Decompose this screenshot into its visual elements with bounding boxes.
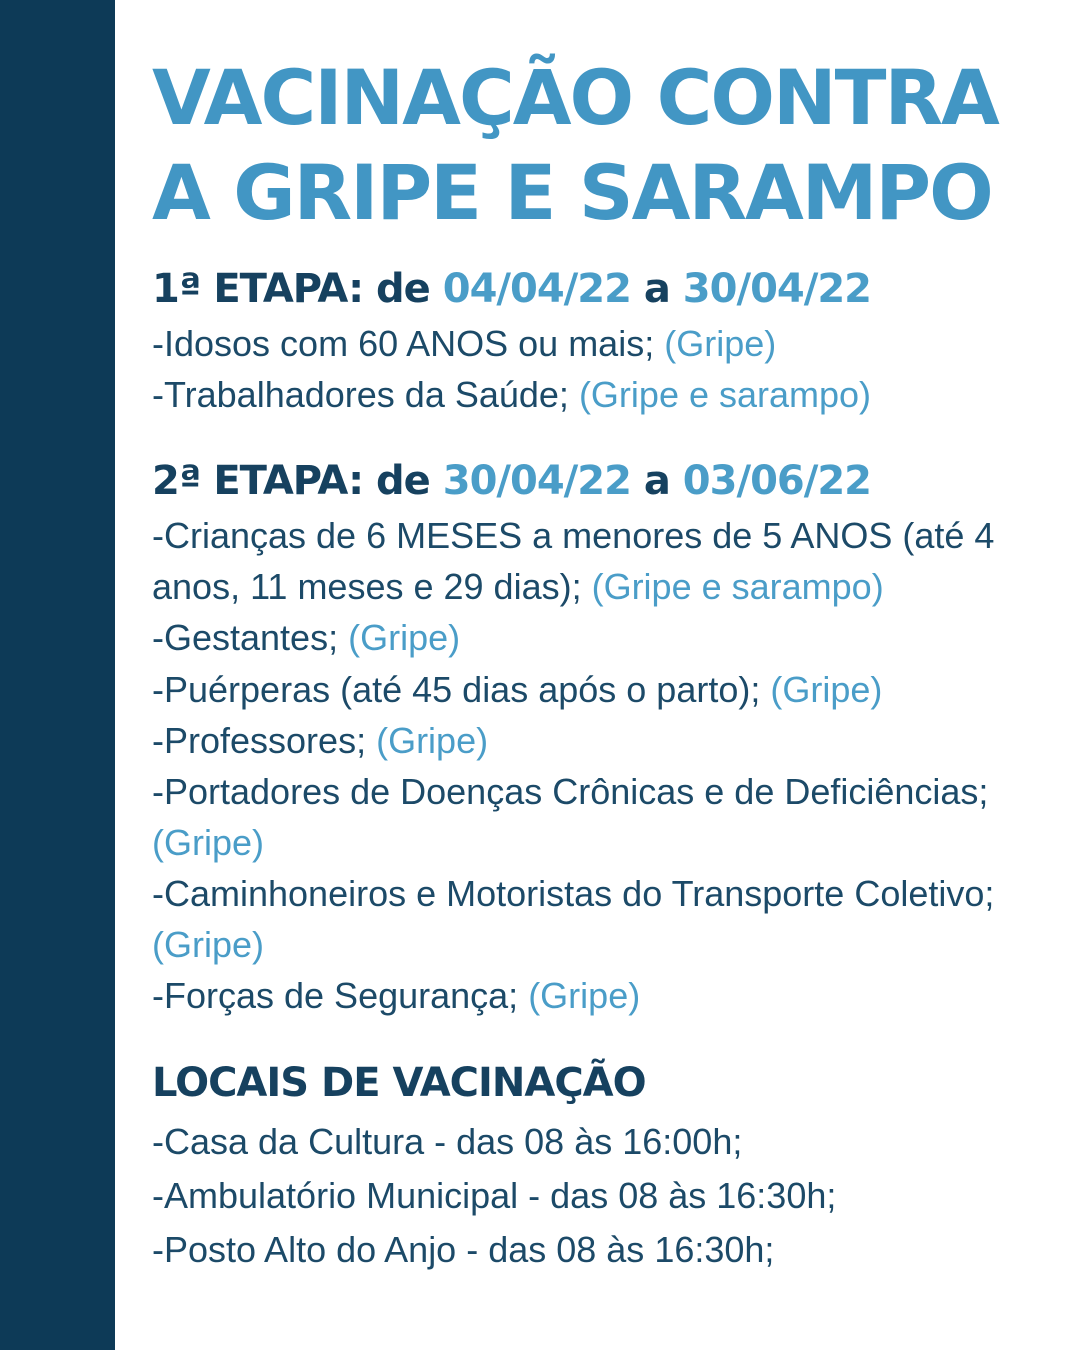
list-item: -Ambulatório Municipal - das 08 às 16:30h;	[152, 1175, 837, 1217]
list-item-text: -Idosos com 60 ANOS ou mais;	[152, 323, 655, 364]
list-item-note: (Gripe)	[366, 719, 489, 761]
list-item	[152, 369, 1044, 420]
list-item: -Casa da Cultura - das 08 às 16:00h;	[152, 1121, 743, 1163]
stage1-section	[152, 266, 1044, 420]
list-item-note: (Gripe)	[338, 617, 461, 659]
list-item	[152, 612, 1044, 663]
list-item	[152, 510, 1044, 612]
list-item	[152, 766, 1044, 868]
list-item-note: (Gripe e sarampo)	[568, 374, 872, 416]
page-title	[152, 50, 1044, 240]
stage1-end-date: 30/04/22	[682, 266, 872, 312]
stage2-start-date: 30/04/22	[442, 458, 631, 505]
list-item-note: (Gripe)	[518, 975, 641, 1017]
list-item-text: -Gestantes;	[152, 617, 339, 659]
stage1-heading-connector: a	[630, 266, 683, 312]
stage1-item-list	[152, 318, 1044, 420]
stage2-heading	[152, 458, 1044, 504]
stage2-item-list	[152, 510, 1044, 1021]
page-title-line2: A GRIPE E SARAMPO	[152, 148, 992, 237]
list-item-note: (Gripe e sarampo)	[581, 566, 884, 608]
stage2-end-date: 03/06/22	[682, 458, 872, 505]
list-item-text: -Caminhoneiros e Motoristas do Transporte Coletivo;	[152, 872, 995, 914]
list-item	[152, 868, 1044, 970]
list-item	[152, 664, 1044, 715]
list-item	[152, 318, 1044, 369]
locations-item-list	[152, 1115, 1044, 1277]
list-item-text: -Forças de Segurança;	[152, 975, 519, 1017]
stage2-heading-connector: a	[630, 458, 683, 505]
list-item	[152, 715, 1044, 766]
list-item-note: (Gripe)	[152, 821, 265, 863]
stage1-heading-prefix: 1ª ETAPA: de	[152, 266, 443, 312]
list-item-note: (Gripe)	[152, 924, 265, 966]
left-accent-bar	[0, 0, 115, 1350]
list-item: -Posto Alto do Anjo - das 08 às 16:30h;	[152, 1229, 775, 1271]
poster-content	[152, 50, 1044, 1315]
list-item-note: (Gripe)	[654, 323, 777, 364]
list-item-text: -Portadores de Doenças Crônicas e de Deficiências;	[152, 770, 989, 812]
list-item-note: (Gripe)	[760, 668, 883, 710]
page-title-line1: VACINAÇÃO CONTRA	[152, 53, 998, 142]
list-item-text: -Professores;	[152, 719, 367, 761]
list-item-text: -Crianças de 6 MESES a menores de 5 ANOS (até 4 anos, 11 meses e 29 dias);	[152, 515, 995, 608]
stage1-heading	[152, 266, 1044, 312]
stage1-start-date: 04/04/22	[442, 266, 631, 312]
list-item-text: -Trabalhadores da Saúde;	[152, 374, 569, 416]
locations-section	[152, 1059, 1044, 1277]
stage2-heading-prefix: 2ª ETAPA: de	[152, 458, 443, 505]
locations-heading: LOCAIS DE VACINAÇÃO	[152, 1060, 646, 1107]
stage2-section	[152, 458, 1044, 1021]
list-item	[152, 970, 1044, 1021]
list-item-text: -Puérperas (até 45 dias após o parto);	[152, 668, 761, 710]
